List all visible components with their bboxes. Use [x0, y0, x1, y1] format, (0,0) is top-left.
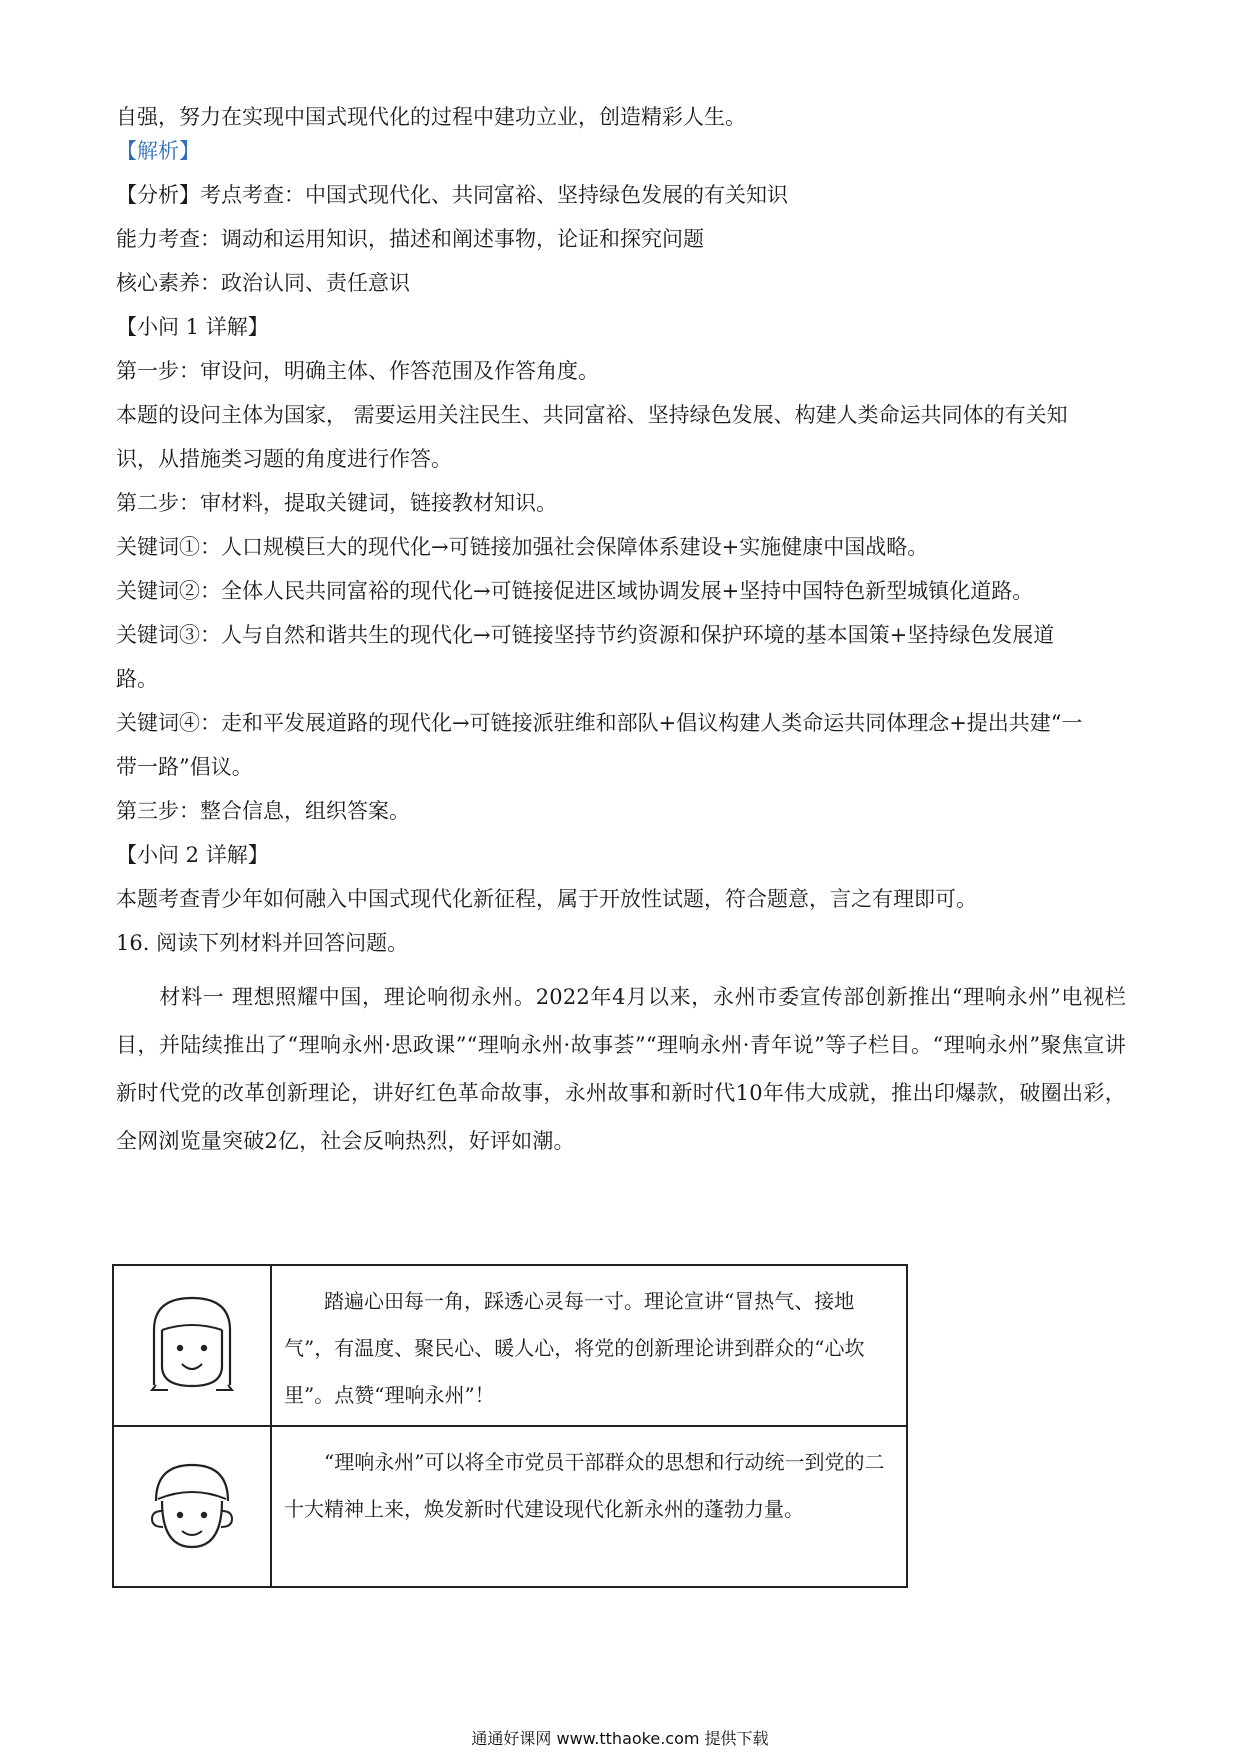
- quote-table: [112, 1264, 908, 1588]
- body-line: 第三步：整合信息，组织答案。: [116, 799, 410, 823]
- question-stem: 16. 阅读下列材料并回答问题。: [116, 931, 409, 955]
- body-line: 关键词②：全体人民共同富裕的现代化→可链接促进区域协调发展+坚持中国特色新型城镇化道路。: [116, 579, 1034, 603]
- material-paragraph: 材料一 理想照耀中国，理论响彻永州。2022年4月以来，永州市委宣传部创新推出“理响永州”电视栏目，并陆续推出了“理响永州·思政课”“理响永州·故事荟”“理响永州·青年说”等子栏目。“理响永州”聚焦宣讲新时代党的改革创新理论，讲好红色革命故事，永州故事和新时代10年伟大成就，推出印爆款，破圈出彩，全网浏览量突破2亿，社会反响热烈，好评如潮。: [116, 985, 1126, 1153]
- body-line: 识，从措施类习题的角度进行作答。: [116, 447, 452, 471]
- body-line: 路。: [116, 667, 158, 691]
- quote-text: 踏遍心田每一角，踩透心灵每一寸。理论宣讲“冒热气、接地气”，有温度、聚民心、暖人心，将党的创新理论讲到群众的“心坎里”。点赞“理响永州”！: [271, 1265, 907, 1426]
- body-line: 关键词④：走和平发展道路的现代化→可链接派驻维和部队+倡议构建人类命运共同体理念+提出共建“一: [116, 711, 1083, 735]
- sub-question-heading: 【小问 2 详解】: [116, 843, 269, 867]
- body-line: 能力考查：调动和运用知识，描述和阐述事物，论证和探究问题: [116, 227, 704, 251]
- boy-avatar-icon: [113, 1426, 271, 1587]
- body-line: 第二步：审材料，提取关键词，链接教材知识。: [116, 491, 557, 515]
- quote-row: [113, 1265, 907, 1426]
- analysis-heading: 【解析】: [116, 139, 200, 163]
- body-line: 自强，努力在实现中国式现代化的过程中建功立业，创造精彩人生。: [116, 105, 746, 129]
- body-line: 关键词③：人与自然和谐共生的现代化→可链接坚持节约资源和保护环境的基本国策+坚持绿色发展道: [116, 623, 1055, 647]
- quote-row: [113, 1426, 907, 1587]
- body-line: 本题考查青少年如何融入中国式现代化新征程，属于开放性试题，符合题意，言之有理即可。: [116, 887, 977, 911]
- body-line: 关键词①：人口规模巨大的现代化→可链接加强社会保障体系建设+实施健康中国战略。: [116, 535, 929, 559]
- quote-text: “理响永州”可以将全市党员干部群众的思想和行动统一到党的二十大精神上来，焕发新时代建设现代化新永州的蓬勃力量。: [271, 1426, 907, 1587]
- body-line: 带一路”倡议。: [116, 755, 253, 779]
- page-footer: 通通好课网 www.tthaoke.com 提供下载: [471, 1729, 769, 1748]
- body-line: 核心素养：政治认同、责任意识: [116, 271, 410, 295]
- body-line: 第一步：审设问，明确主体、作答范围及作答角度。: [116, 359, 599, 383]
- girl-avatar-icon: [113, 1265, 271, 1426]
- body-line: 本题的设问主体为国家， 需要运用关注民生、共同富裕、坚持绿色发展、构建人类命运共同体的有关知: [116, 403, 1068, 427]
- body-line: 【分析】考点考查：中国式现代化、共同富裕、坚持绿色发展的有关知识: [116, 183, 788, 207]
- sub-question-heading: 【小问 1 详解】: [116, 315, 269, 339]
